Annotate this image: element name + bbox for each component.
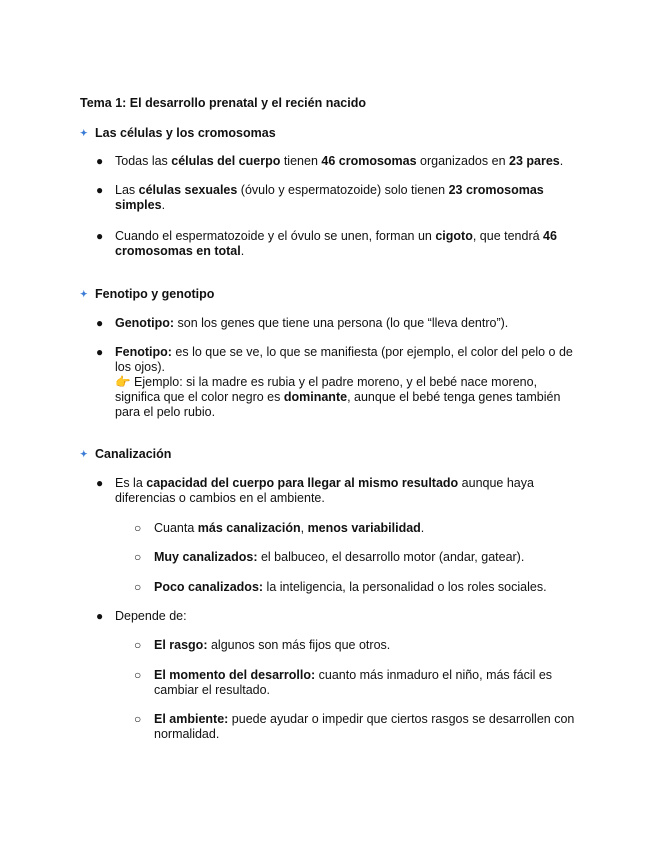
list-item: ● Todas las células del cuerpo tienen 46 cromosomas organizados en 23 pares. — [96, 154, 564, 168]
sub-list-item: ○ El rasgo: algunos son más fijos que otros. — [134, 638, 391, 652]
list-item: ● Fenotipo: es lo que se ve, lo que se manifiesta (por ejemplo, el color del pelo o de los ojos). 👉 Ejemplo: si la madre es rubia y el padre moreno, y el bebé nace moreno, significa que el color negro es dominante, aunque el bebé tenga genes también para el pelo rubio. — [96, 345, 573, 419]
sub-list-item: ○ El ambiente: puede ayudar o impedir que ciertos rasgos se desarrollen con normalidad. — [134, 712, 575, 741]
bullet-icon: ● — [96, 229, 104, 243]
circle-bullet-icon: ○ — [134, 638, 142, 652]
section-heading-phenotype: ✦ Fenotipo y genotipo — [80, 287, 215, 301]
circle-bullet-icon: ○ — [134, 550, 142, 564]
sub-list-item: ○ Muy canalizados: el balbuceo, el desarrollo motor (andar, gatear). — [134, 550, 525, 564]
bullet-icon: ● — [96, 316, 104, 330]
list-item: ● Las células sexuales (óvulo y espermatozoide) solo tienen 23 cromosomas simples. — [96, 183, 544, 212]
list-item: ● Depende de: — [96, 609, 187, 623]
sub-list-item: ○ Cuanta más canalización, menos variabilidad. — [134, 521, 425, 535]
circle-bullet-icon: ○ — [134, 712, 142, 726]
bullet-icon: ● — [96, 609, 104, 623]
circle-bullet-icon: ○ — [134, 521, 142, 535]
diamond-bullet-icon: ✦ — [80, 128, 88, 138]
list-item: ● Es la capacidad del cuerpo para llegar al mismo resultado aunque haya diferencias o cambios en el ambiente. — [96, 476, 534, 505]
sub-list-item: ○ El momento del desarrollo: cuanto más inmaduro el niño, más fácil es cambiar el resultado. — [134, 668, 553, 697]
list-item: ● Genotipo: son los genes que tiene una persona (lo que “lleva dentro”). — [96, 316, 509, 330]
bullet-icon: ● — [96, 154, 104, 168]
circle-bullet-icon: ○ — [134, 668, 142, 682]
list-item: ● Cuando el espermatozoide y el óvulo se unen, forman un cigoto, que tendrá 46 cromosomas en total. — [96, 229, 557, 258]
diamond-bullet-icon: ✦ — [80, 449, 88, 459]
circle-bullet-icon: ○ — [134, 580, 142, 594]
bullet-icon: ● — [96, 345, 104, 359]
pointing-hand-icon: 👉 — [115, 375, 131, 389]
sub-list-item: ○ Poco canalizados: la inteligencia, la personalidad o los roles sociales. — [134, 580, 547, 594]
page-title: Tema 1: El desarrollo prenatal y el recién nacido — [80, 96, 366, 110]
bullet-icon: ● — [96, 183, 104, 197]
section-heading-canalization: ✦ Canalización — [80, 447, 172, 461]
diamond-bullet-icon: ✦ — [80, 289, 88, 299]
bullet-icon: ● — [96, 476, 104, 490]
section-heading-cells: ✦ Las células y los cromosomas — [80, 126, 276, 140]
